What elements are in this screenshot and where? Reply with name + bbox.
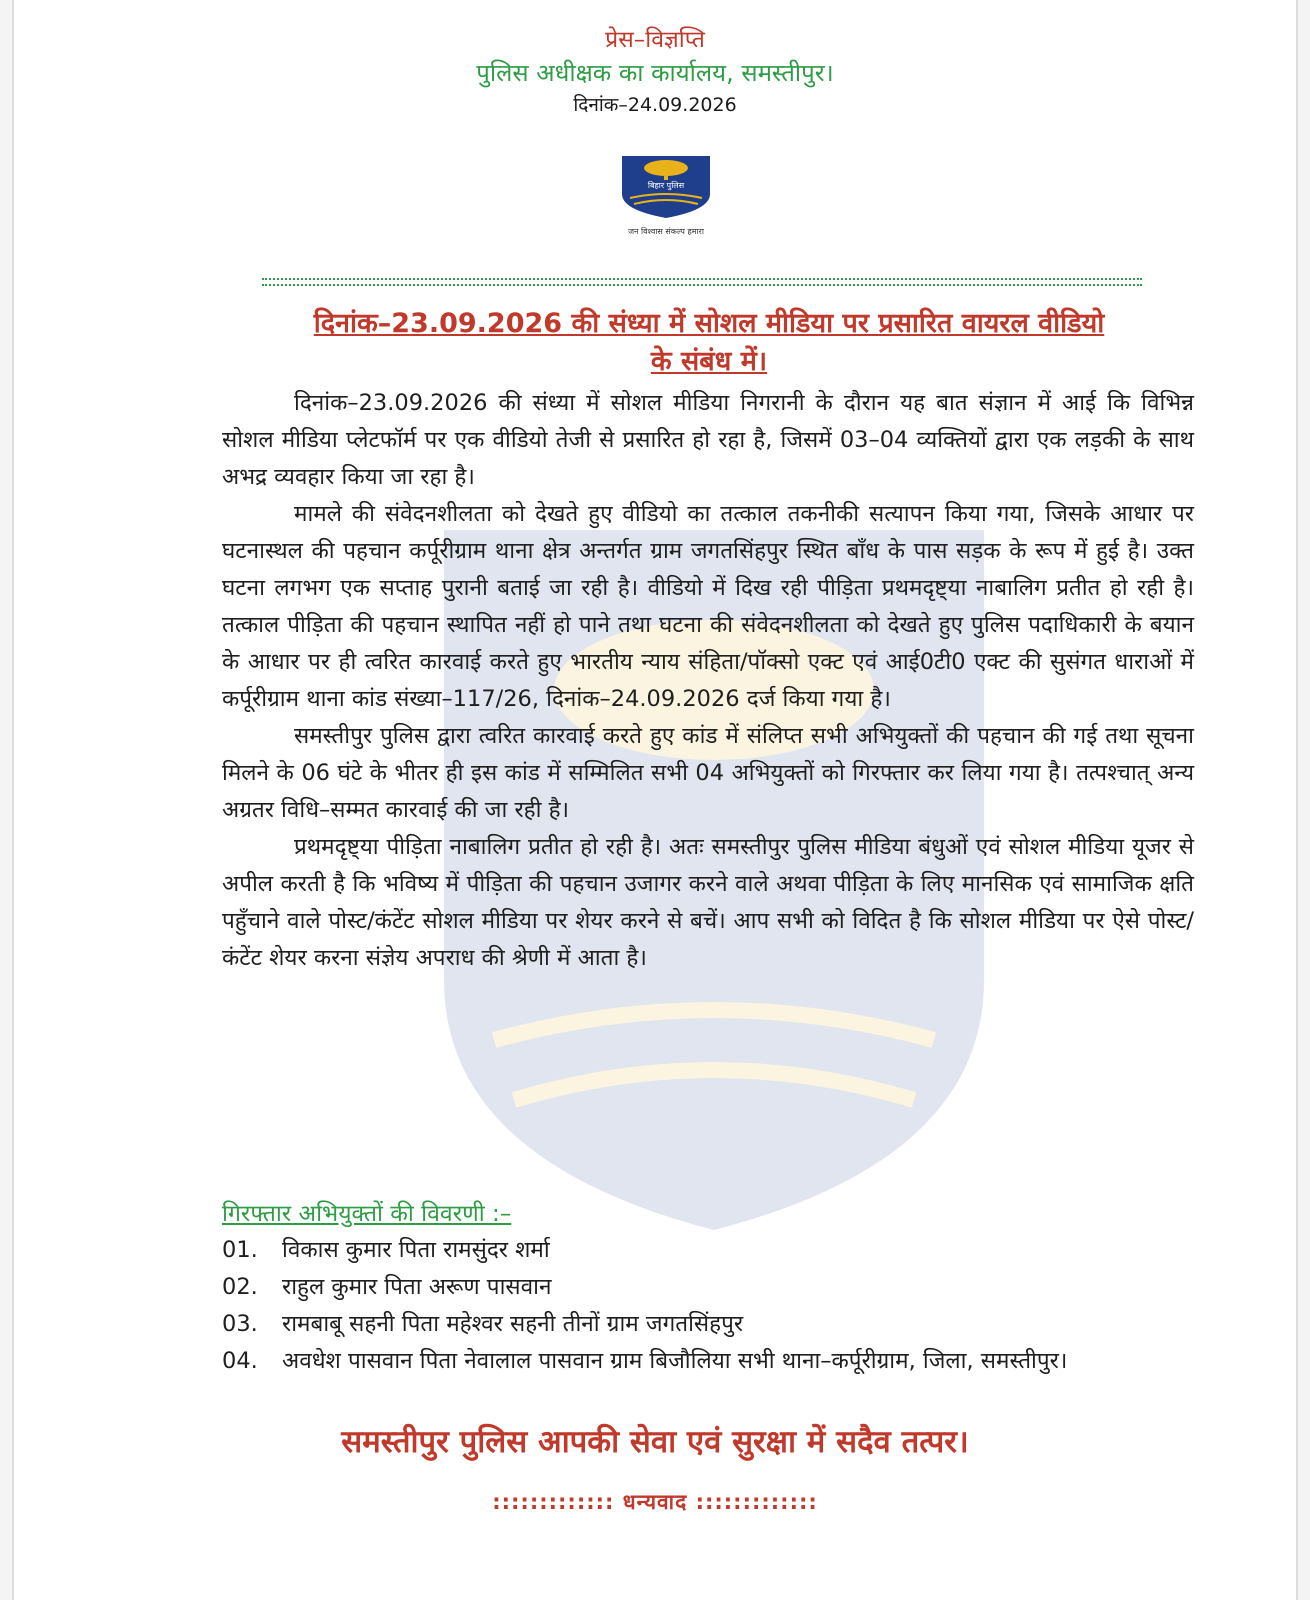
subject-heading (224, 305, 1194, 381)
accused-list (222, 1232, 1194, 1380)
divider-top (262, 278, 1142, 280)
accused-number: 04. (222, 1348, 258, 1374)
police-slogan: समस्तीपुर पुलिस आपकी सेवा एवं सुरक्षा में सदैव तत्पर। (341, 1424, 969, 1460)
logo-motto: जन विश्वास संकल्प हमारा (628, 227, 704, 236)
paragraph-3: समस्तीपुर पुलिस द्वारा त्वरित कारवाई करते हुए कांड में संलिप्त सभी अभियुक्तों की पहचान की गई तथा सूचना मिलने के 06 घंटे के भीतर ही इस कांड में सम्मिलित सभी 04 अभियुक्तों को गिरफ्तार कर लिया गया है। तत्पश्चात् अन्य अग्रतर विधि–सम्मत कारवाई की जा रही है। (222, 723, 1194, 823)
office-name: पुलिस अधीक्षक का कार्यालय, समस्तीपुर। (476, 59, 834, 87)
press-release-page (12, 0, 1298, 1600)
bihar-police-emblem-icon (620, 154, 712, 220)
accused-details: रामबाबू सहनी पिता महेश्वर सहनी तीनों ग्राम जगतसिंहपुर (282, 1311, 744, 1337)
paragraph-2: मामले की संवेदनशीलता को देखते हुए वीडियो का तत्काल तकनीकी सत्यापन किया गया, जिसके आधार पर घटनास्थल की पहचान कर्पूरीग्राम थाना क्षेत्र अन्तर्गत ग्राम जगतसिंहपुर स्थित बाँध के पास सड़क के रूप में हुई है। उक्त घटना लगभग एक सप्ताह पुरानी बताई जा रही है। वीडियो में दिख रही पीड़िता प्रथमदृष्ट्या नाबालिग प्रतीत हो रही है। तत्काल पीड़िता की पहचान स्थापित नहीं हो पाने तथा घटना की संवेदनशीलता को देखते हुए पुलिस पदाधिकारी के बयान के आधार पर ही त्वरित कारवाई करते हुए भारतीय न्याय संहिता/पॉक्सो एक्ट एवं आई0टी0 एक्ट की सुसंगत धाराओं में कर्पूरीग्राम थाना कांड संख्या–117/26, दिनांक–24.09.2026 दर्ज किया गया है। (222, 501, 1194, 712)
release-date: दिनांक–24.09.2026 (573, 94, 737, 116)
press-release-body (222, 385, 1194, 977)
divider-bottom (262, 284, 1142, 286)
accused-details: अवधेश पासवान पिता नेवालाल पासवान ग्राम बिजौलिया सभी थाना–कर्पूरीग्राम, जिला, समस्तीपुर। (282, 1348, 1068, 1374)
list-item (222, 1269, 1194, 1306)
subject-line-2: के संबंध में। (650, 346, 768, 377)
accused-list-heading: गिरफ्तार अभियुक्तों की विवरणी :– (222, 1201, 512, 1227)
paragraph-4: प्रथमदृष्ट्या पीड़िता नाबालिग प्रतीत हो रही है। अतः समस्तीपुर पुलिस मीडिया बंधुओं एवं सोशल मीडिया यूजर से अपील करती है कि भविष्य में पीड़िता की पहचान उजागर करने वाले अथवा पीड़िता के लिए मानसिक एवं सामाजिक क्षति पहुँचाने वाले पोस्ट/कंटेंट सोशल मीडिया पर शेयर करने से बचें। आप सभी को विदित है कि सोशल मीडिया पर ऐसे पोस्ट/कंटेंट शेयर करना संज्ञेय अपराध की श्रेणी में आता है। (222, 834, 1194, 971)
bihar-police-logo (610, 154, 722, 237)
accused-details: विकास कुमार पिता रामसुंदर शर्मा (282, 1237, 550, 1263)
accused-number: 03. (222, 1311, 258, 1337)
thanks-line: ::::::::::::: धन्यवाद ::::::::::::: (492, 1490, 818, 1514)
accused-details: राहुल कुमार पिता अरूण पासवान (282, 1274, 552, 1300)
press-release-title: प्रेस–विज्ञप्ति (605, 27, 705, 53)
list-item (222, 1306, 1194, 1343)
list-item (222, 1343, 1194, 1380)
list-item (222, 1232, 1194, 1269)
paragraph-1: दिनांक–23.09.2026 की संध्या में सोशल मीडिया निगरानी के दौरान यह बात संज्ञान में आई कि विभिन्न सोशल मीडिया प्लेटफॉर्म पर एक वीडियो तेजी से प्रसारित हो रहा है, जिसमें 03–04 व्यक्तियों द्वारा एक लड़की के साथ अभद्र व्यवहार किया जा रहा है। (222, 390, 1194, 490)
subject-line-1: दिनांक–23.09.2026 की संध्या में सोशल मीडिया पर प्रसारित वायरल वीडियो (313, 308, 1105, 339)
accused-number: 01. (222, 1237, 258, 1263)
accused-number: 02. (222, 1274, 258, 1300)
logo-text: बिहार पुलिस (647, 181, 685, 190)
